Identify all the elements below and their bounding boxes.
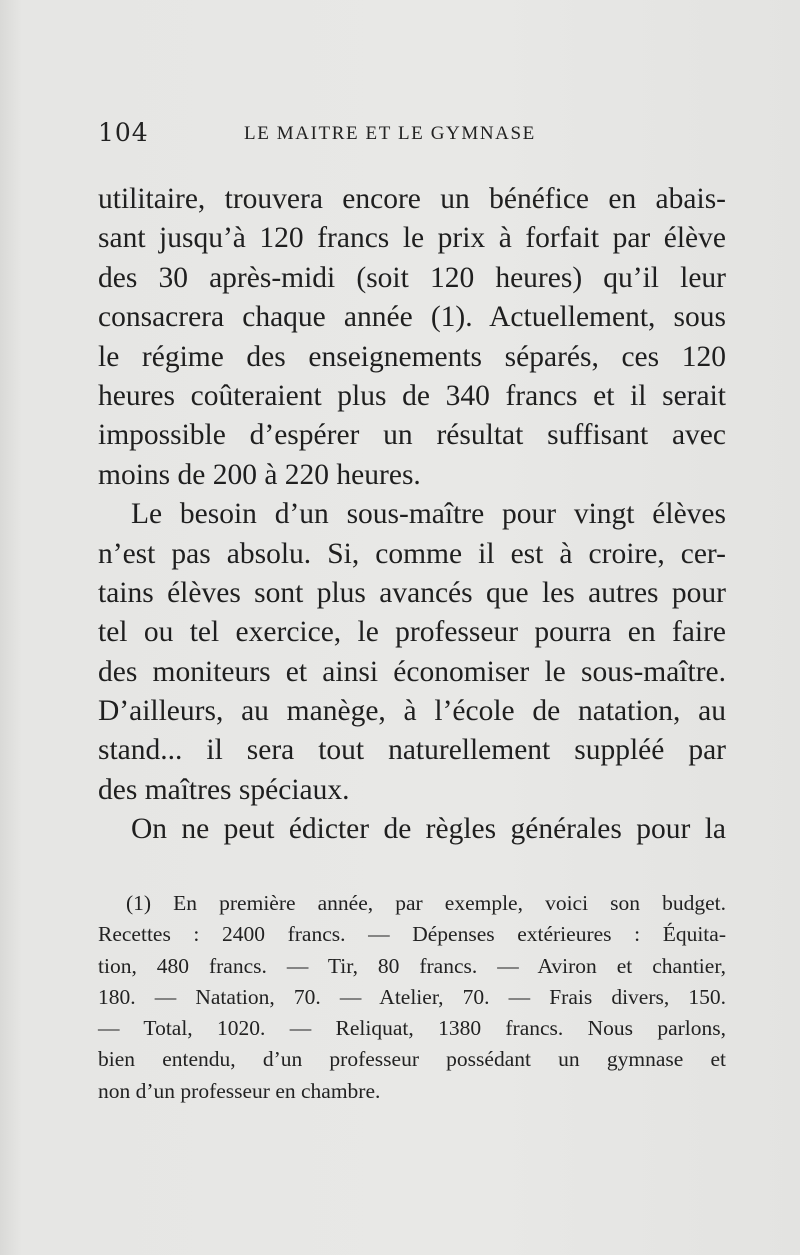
text-line: utilitaire, trouvera encore un bénéfice en abais- bbox=[98, 183, 726, 215]
footnote-line: bien entendu, d’un professeur possédant un gymnase et bbox=[98, 1047, 726, 1072]
paragraph-2 bbox=[98, 495, 726, 810]
text-line: des moniteurs et ainsi économiser le sous-maître. bbox=[98, 655, 726, 688]
text-line: heures coûteraient plus de 340 francs et il serait bbox=[98, 379, 726, 412]
footnote-line: 180. — Natation, 70. — Atelier, 70. — Frais divers, 150. bbox=[98, 984, 726, 1009]
paragraph-1 bbox=[98, 180, 726, 495]
page-header bbox=[98, 118, 728, 152]
paragraph-3 bbox=[98, 810, 726, 849]
text-line: n’est pas absolu. Si, comme il est à croire, cer- bbox=[98, 537, 726, 570]
footnote bbox=[98, 888, 726, 1107]
footnote-line: — Total, 1020. — Reliquat, 1380 francs. Nous parlons, bbox=[98, 1016, 726, 1041]
footnote-line: Recettes : 2400 francs. — Dépenses extérieures : Équita- bbox=[98, 922, 726, 947]
text-line: le régime des enseignements séparés, ces 120 bbox=[98, 340, 726, 373]
text-line: stand... il sera tout naturellement suppléé par bbox=[98, 734, 726, 767]
text-line: sant jusqu’à 120 francs le prix à forfait par élève bbox=[98, 222, 726, 255]
footnote-line: (1) En première année, par exemple, voici son budget. bbox=[126, 891, 726, 915]
body-text bbox=[98, 180, 726, 850]
running-head: LE MAITRE ET LE GYMNASE bbox=[244, 123, 536, 144]
text-line: impossible d’espérer un résultat suffisant avec bbox=[98, 419, 726, 452]
page-number: 104 bbox=[98, 118, 149, 147]
text-line: moins de 200 à 220 heures. bbox=[98, 458, 421, 491]
text-line: D’ailleurs, au manège, à l’école de natation, au bbox=[98, 695, 726, 728]
text-line: consacrera chaque année (1). Actuellement, sous bbox=[98, 301, 726, 334]
text-line: tains élèves sont plus avancés que les autres pour bbox=[98, 576, 726, 609]
footnote-line: non d’un professeur en chambre. bbox=[98, 1078, 381, 1103]
text-line: On ne peut édicter de règles générales pour la bbox=[131, 813, 726, 846]
footnote-line: tion, 480 francs. — Tir, 80 francs. — Aviron et chantier, bbox=[98, 953, 726, 978]
text-line: des 30 après-midi (soit 120 heures) qu’il leur bbox=[98, 261, 726, 294]
text-line: des maîtres spéciaux. bbox=[98, 773, 350, 806]
text-line: Le besoin d’un sous-maître pour vingt élèves bbox=[131, 498, 726, 531]
text-line: tel ou tel exercice, le professeur pourra en faire bbox=[98, 616, 726, 649]
